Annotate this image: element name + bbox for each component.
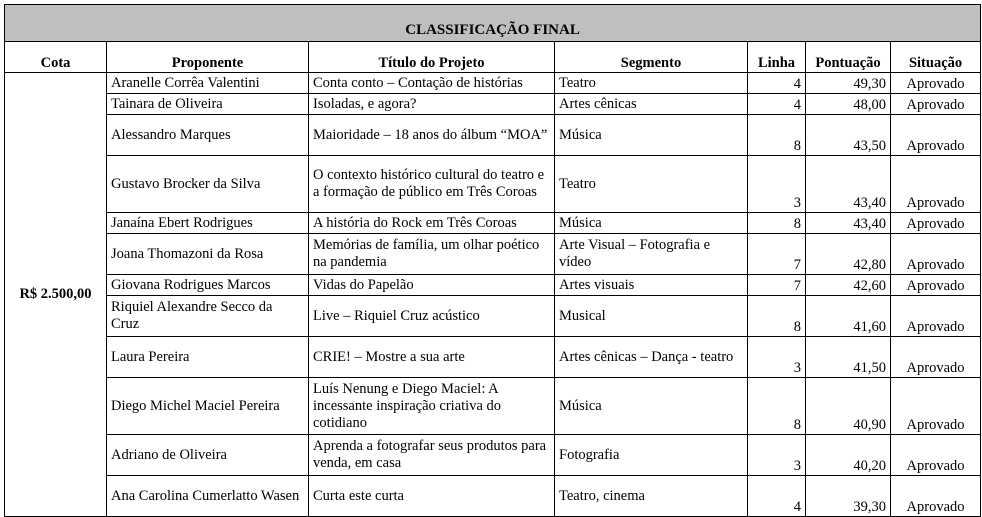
table-row — [5, 213, 981, 234]
cell-titulo: Memórias de família, um olhar poético na pandemia — [309, 234, 555, 275]
cell-segmento: Teatro — [555, 156, 748, 213]
cell-pontuacao: 49,30 — [806, 73, 891, 94]
cell-proponente: Joana Thomazoni da Rosa — [107, 234, 309, 275]
cell-situacao: Aprovado — [891, 337, 981, 378]
cell-situacao: Aprovado — [891, 476, 981, 517]
cell-linha: 7 — [748, 234, 806, 275]
cell-linha: 4 — [748, 73, 806, 94]
table-row — [5, 94, 981, 115]
cell-segmento: Teatro — [555, 73, 748, 94]
table-title-row — [5, 5, 981, 42]
cell-segmento: Musical — [555, 296, 748, 337]
cell-segmento: Artes cênicas – Dança - teatro — [555, 337, 748, 378]
cell-linha: 3 — [748, 435, 806, 476]
cell-proponente: Gustavo Brocker da Silva — [107, 156, 309, 213]
cell-pontuacao: 42,60 — [806, 275, 891, 296]
cell-proponente: Diego Michel Maciel Pereira — [107, 378, 309, 435]
cell-titulo: A história do Rock em Três Coroas — [309, 213, 555, 234]
cell-pontuacao: 40,20 — [806, 435, 891, 476]
table-row — [5, 337, 981, 378]
cell-proponente: Aranelle Corrêa Valentini — [107, 73, 309, 94]
cell-situacao: Aprovado — [891, 296, 981, 337]
table-row — [5, 275, 981, 296]
cell-linha: 4 — [748, 476, 806, 517]
cell-pontuacao: 48,00 — [806, 94, 891, 115]
cell-situacao: Aprovado — [891, 115, 981, 156]
cell-pontuacao: 41,50 — [806, 337, 891, 378]
cell-pontuacao: 42,80 — [806, 234, 891, 275]
cell-situacao: Aprovado — [891, 275, 981, 296]
cell-proponente: Ana Carolina Cumerlatto Wasen — [107, 476, 309, 517]
cell-linha: 4 — [748, 94, 806, 115]
cell-situacao: Aprovado — [891, 156, 981, 213]
cell-proponente: Giovana Rodrigues Marcos — [107, 275, 309, 296]
cell-situacao: Aprovado — [891, 435, 981, 476]
cell-linha: 8 — [748, 378, 806, 435]
cell-pontuacao: 43,40 — [806, 213, 891, 234]
cell-linha: 3 — [748, 156, 806, 213]
header-pontuacao: Pontuação — [806, 42, 891, 73]
cell-titulo: Luís Nenung e Diego Maciel: A incessante inspiração criativa do cotidiano — [309, 378, 555, 435]
table-row — [5, 234, 981, 275]
cell-linha: 3 — [748, 337, 806, 378]
cell-titulo: CRIE! – Mostre a sua arte — [309, 337, 555, 378]
table-header-row — [5, 42, 981, 73]
cell-linha: 8 — [748, 296, 806, 337]
cell-titulo: Live – Riquiel Cruz acústico — [309, 296, 555, 337]
cell-situacao: Aprovado — [891, 213, 981, 234]
header-situacao: Situação — [891, 42, 981, 73]
cell-situacao: Aprovado — [891, 234, 981, 275]
header-cota: Cota — [5, 42, 107, 73]
cell-linha: 8 — [748, 115, 806, 156]
header-linha: Linha — [748, 42, 806, 73]
cell-situacao: Aprovado — [891, 94, 981, 115]
cell-linha: 7 — [748, 275, 806, 296]
cell-proponente: Adriano de Oliveira — [107, 435, 309, 476]
cell-segmento: Arte Visual – Fotografia e vídeo — [555, 234, 748, 275]
table-row — [5, 296, 981, 337]
cell-segmento: Fotografia — [555, 435, 748, 476]
header-proponente: Proponente — [107, 42, 309, 73]
cell-segmento: Artes visuais — [555, 275, 748, 296]
cell-proponente: Riquiel Alexandre Secco da Cruz — [107, 296, 309, 337]
cell-situacao: Aprovado — [891, 378, 981, 435]
cell-proponente: Tainara de Oliveira — [107, 94, 309, 115]
cell-pontuacao: 41,60 — [806, 296, 891, 337]
cell-titulo: Isoladas, e agora? — [309, 94, 555, 115]
cell-titulo: Vidas do Papelão — [309, 275, 555, 296]
cell-segmento: Música — [555, 378, 748, 435]
cell-proponente: Alessandro Marques — [107, 115, 309, 156]
cell-proponente: Janaína Ebert Rodrigues — [107, 213, 309, 234]
cell-pontuacao: 40,90 — [806, 378, 891, 435]
cell-pontuacao: 43,40 — [806, 156, 891, 213]
table-title: CLASSIFICAÇÃO FINAL — [5, 5, 981, 42]
cell-situacao: Aprovado — [891, 73, 981, 94]
table-row — [5, 476, 981, 517]
cell-titulo: Curta este curta — [309, 476, 555, 517]
cell-titulo: Maioridade – 18 anos do álbum “MOA” — [309, 115, 555, 156]
cell-titulo: Aprenda a fotografar seus produtos para venda, em casa — [309, 435, 555, 476]
classification-table — [4, 4, 981, 517]
cell-proponente: Laura Pereira — [107, 337, 309, 378]
header-segmento: Segmento — [555, 42, 748, 73]
cell-segmento: Artes cênicas — [555, 94, 748, 115]
cell-pontuacao: 39,30 — [806, 476, 891, 517]
table-row — [5, 156, 981, 213]
cell-segmento: Música — [555, 213, 748, 234]
cell-pontuacao: 43,50 — [806, 115, 891, 156]
table-row — [5, 115, 981, 156]
table-row — [5, 435, 981, 476]
table-row — [5, 378, 981, 435]
cell-titulo: Conta conto – Contação de histórias — [309, 73, 555, 94]
cota-value: R$ 2.500,00 — [5, 73, 107, 517]
cell-segmento: Música — [555, 115, 748, 156]
cell-segmento: Teatro, cinema — [555, 476, 748, 517]
cell-titulo: O contexto histórico cultural do teatro e a formação de público em Três Coroas — [309, 156, 555, 213]
header-titulo: Título do Projeto — [309, 42, 555, 73]
cell-linha: 8 — [748, 213, 806, 234]
table-row — [5, 73, 981, 94]
